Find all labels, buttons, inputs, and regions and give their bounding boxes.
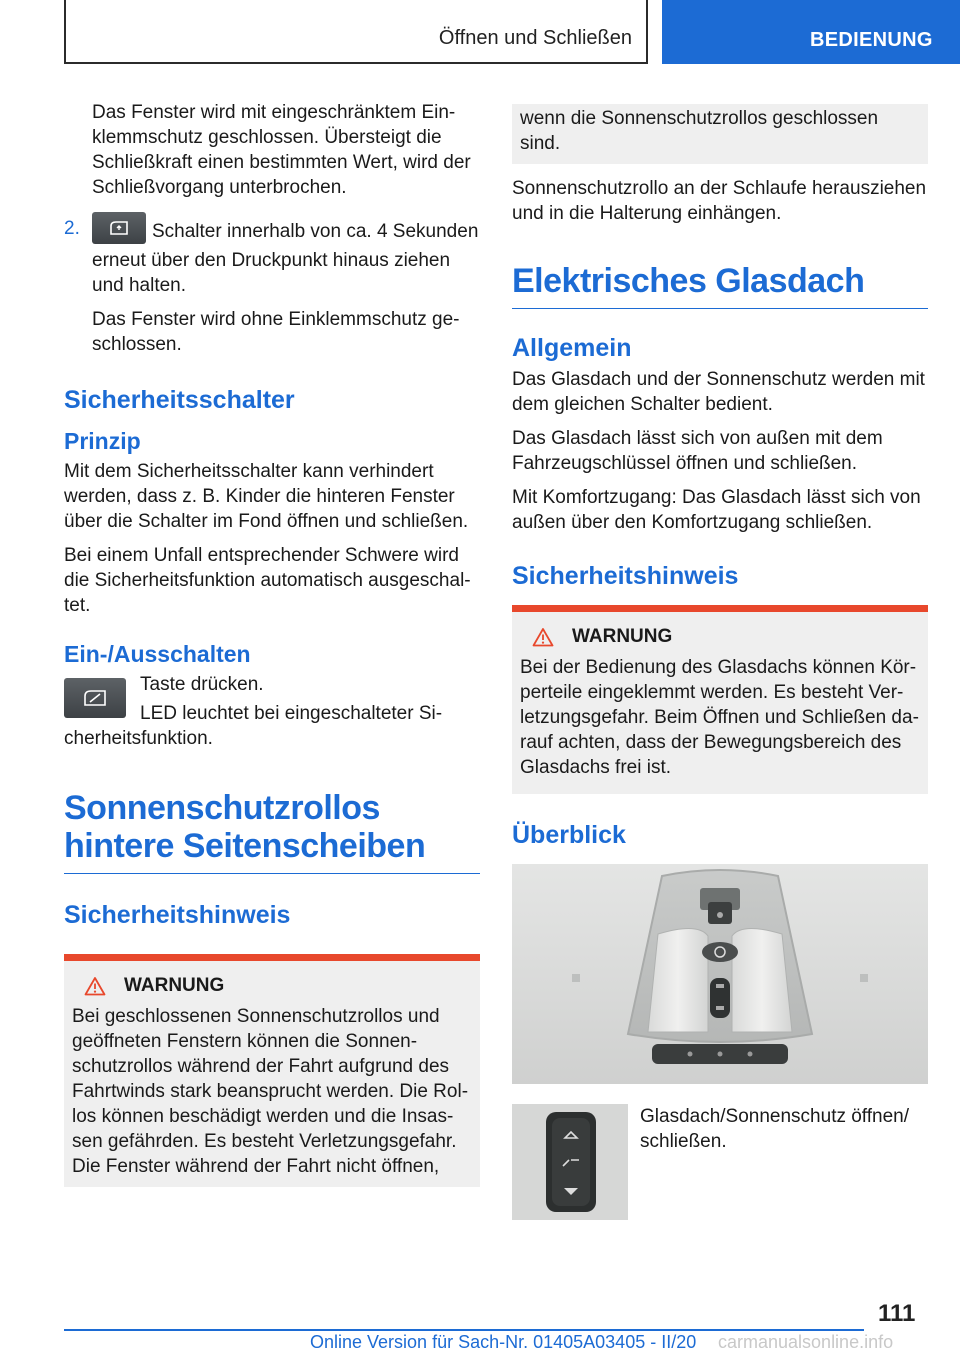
header-chapter-title: BEDIENUNG xyxy=(810,29,933,51)
window-switch-icon xyxy=(92,212,146,244)
principle-paragraph-1: Mit dem Sicherheitsschalter kann verhindert werden, dass z. B. Kinder die hinteren Fenster über die Schalter im Fond öffnen und schließen. xyxy=(64,461,469,532)
step-2 xyxy=(64,216,480,357)
footer-watermark: carmanualsonline.info xyxy=(718,1332,894,1352)
safety-switch-icon xyxy=(64,678,126,718)
right-column xyxy=(512,104,928,1220)
header-chapter-tab xyxy=(662,0,960,64)
header-section-title: Öffnen und Schließen xyxy=(438,27,632,49)
general-paragraph-2: Das Glasdach lässt sich von außen mit dem Fahrzeugschlüssel öffnen und schließen. xyxy=(512,428,883,474)
principle-heading: Prinzip xyxy=(64,428,141,454)
warning-text: Bei der Bedienung des Glasdachs können Körperteile eingeklemmt werden. Es besteht Verletzungsgefahr. Beim Öffnen und Schließen darauf achten, dass der Bewegungsbereich des Glasdachs frei ist. xyxy=(520,657,919,778)
warning-label: WARNUNG xyxy=(572,626,673,647)
overview-heading: Überblick xyxy=(512,821,626,849)
footer-online-version: Online Version für Sach-Nr. 01405A03405 - II/20 xyxy=(310,1332,697,1352)
roof-switch-photo xyxy=(512,1104,628,1220)
warning-text: Bei geschlossenen Sonnenschutzrollos und geöffneten Fenstern können die Sonnenschutzrollos während der Fahrt aufgrund des Fahrtwinds stark beansprucht werden. Die Rollos können beschädigt werden und die Insassen gefährden. Es besteht Verletzungsgefahr. Die Fenster während der Fahrt nicht öffnen, xyxy=(72,1006,469,1177)
warning-box xyxy=(64,961,480,1187)
warning-triangle-icon xyxy=(84,976,106,996)
roof-safety-heading: Sicherheitshinweis xyxy=(512,562,739,590)
onoff-paragraph-2: LED leuchtet bei eingeschalteter Sicherheitsfunktion. xyxy=(64,703,443,749)
step-2-instruction: Schalter innerhalb von ca. 4 Sekunden erneut über den Druckpunkt hinaus ziehen und halten. xyxy=(92,221,479,296)
page-number: 111 xyxy=(878,1300,916,1327)
glass-roof-heading: Elektrisches Glasdach xyxy=(512,262,928,309)
sunblind-heading: Sonnenschutzrollos hintere Seitenscheiben xyxy=(64,789,480,874)
general-heading: Allgemein xyxy=(512,334,632,362)
warning-title xyxy=(532,624,920,649)
warning-bar xyxy=(512,605,928,612)
overhead-console-photo xyxy=(512,864,928,1084)
warning-title xyxy=(84,973,472,998)
onoff-paragraph-1: Taste drücken. xyxy=(140,674,264,695)
header-section-tab xyxy=(64,0,648,64)
warning-continuation: wenn die Sonnenschutzrollos geschlossen sind. xyxy=(520,108,879,154)
switch-caption-row xyxy=(512,1104,928,1220)
general-paragraph-3: Mit Komfortzugang: Das Glasdach lässt sich von außen über den Komfortzugang schließen. xyxy=(512,487,921,533)
intro-paragraph: Das Fenster wird mit eingeschränktem Einklemmschutz geschlossen. Übersteigt die Schließkraft einen bestimmten Wert, wird der Schließvorgang unterbrochen. xyxy=(92,102,471,198)
step-2-text xyxy=(92,216,480,298)
sunblind-safety-heading: Sicherheitshinweis xyxy=(64,901,291,929)
left-column xyxy=(64,100,480,1187)
principle-paragraph-2: Bei einem Unfall entsprechender Schwere wird die Sicherheitsfunktion automatisch ausgeschaltet. xyxy=(64,545,471,616)
safety-switch-heading: Sicherheitsschalter xyxy=(64,386,295,414)
warning-triangle-icon xyxy=(532,627,554,647)
footer-rule xyxy=(64,1329,864,1331)
onoff-heading: Ein-/Ausschalten xyxy=(64,641,251,667)
onoff-block xyxy=(64,672,480,751)
warning-box xyxy=(512,612,928,794)
warning-label: WARNUNG xyxy=(124,975,225,996)
warning-continuation-box xyxy=(512,104,928,164)
step-2-result: Das Fenster wird ohne Einklemmschutz geschlossen. xyxy=(92,309,460,355)
general-paragraph-1: Das Glasdach und der Sonnenschutz werden mit dem gleichen Schalter bedient. xyxy=(512,369,925,415)
warning-bar xyxy=(64,954,480,961)
sunblind-paragraph: Sonnenschutzrollo an der Schlaufe herausziehen und in die Halterung einhängen. xyxy=(512,178,927,224)
switch-caption: Glasdach/Sonnenschutz öffnen/ schließen. xyxy=(640,1106,910,1152)
step-number: 2. xyxy=(64,218,80,239)
